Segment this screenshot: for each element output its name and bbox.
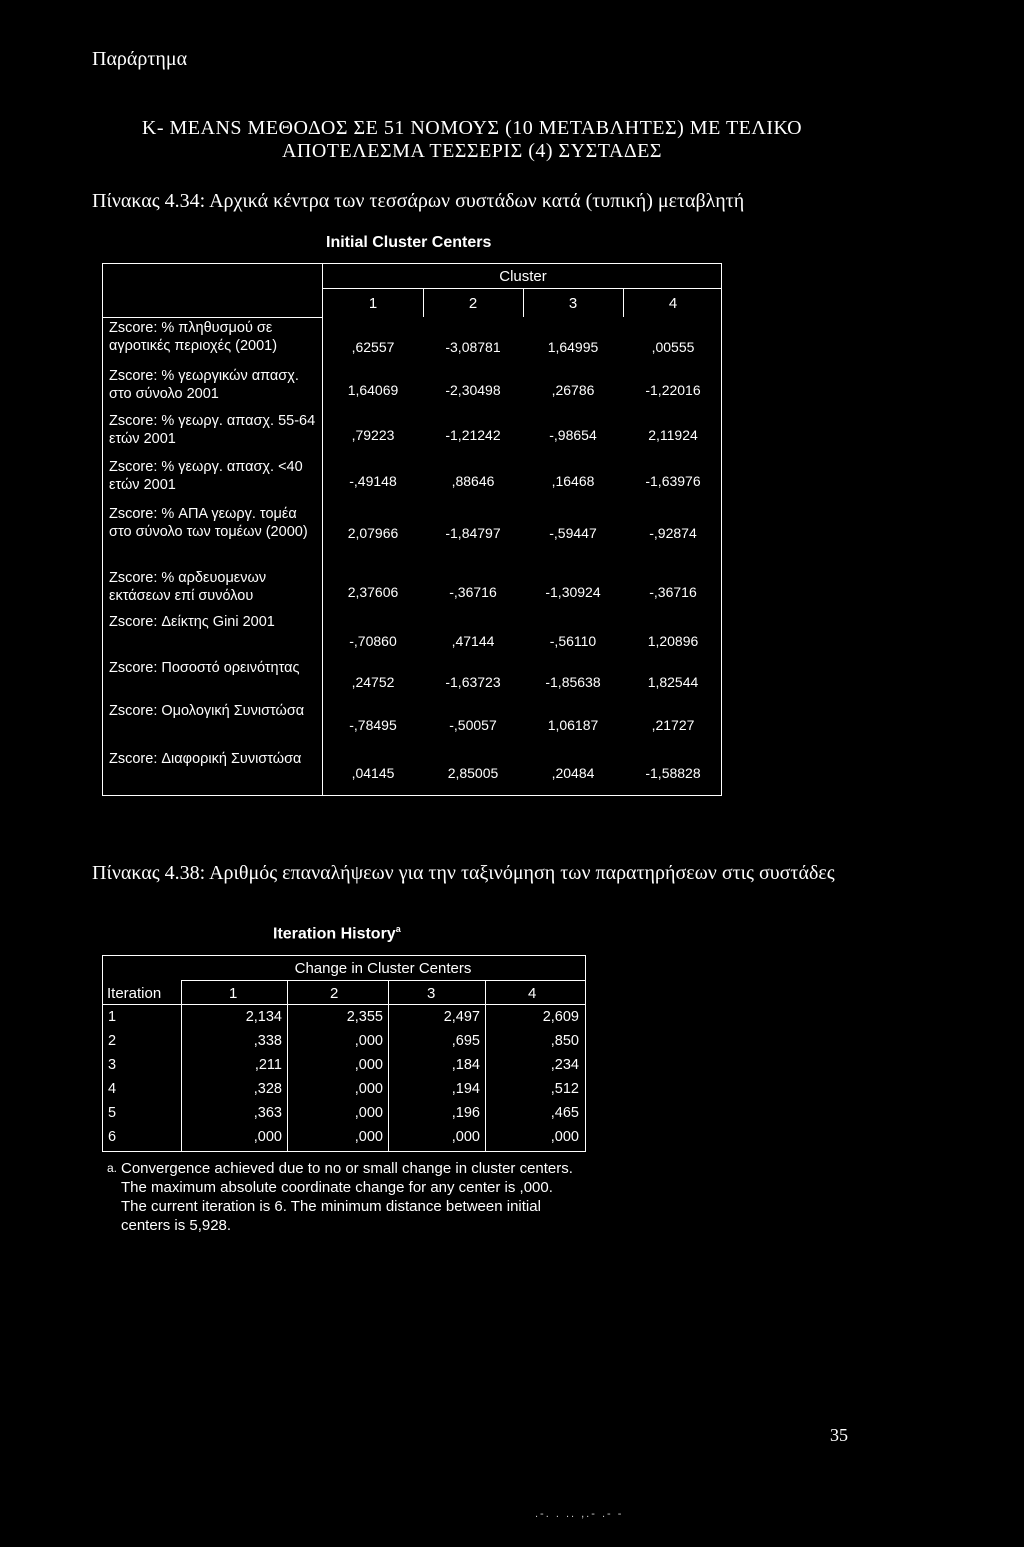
center-change-value: ,695 — [451, 1033, 480, 1049]
center-change-value: 2,355 — [346, 1009, 383, 1025]
cluster-header: Cluster — [499, 268, 547, 285]
row-label: Zscore: Διαφορική Συνιστώσα — [109, 751, 302, 767]
iteration-number: 6 — [108, 1129, 117, 1145]
center-change-value: ,000 — [253, 1129, 282, 1145]
iteration-number: 1 — [108, 1009, 117, 1025]
cluster-center-value: -3,08781 — [445, 339, 501, 355]
cluster-center-value: -1,30924 — [545, 584, 601, 600]
cluster-number-header: 2 — [468, 295, 478, 312]
cluster-center-value: 2,37606 — [347, 584, 399, 600]
cluster-center-value: 2,07966 — [347, 525, 399, 541]
cluster-center-value: -2,30498 — [445, 382, 501, 398]
cluster-center-value: 1,06187 — [547, 717, 599, 733]
row-label: Zscore: % γεωργ. απασχ. <40 ετών 2001 — [109, 459, 303, 493]
cluster-center-value: -,50057 — [449, 717, 497, 733]
cluster-number-header: 3 — [568, 295, 578, 312]
center-change-value: ,000 — [354, 1105, 383, 1121]
cluster-center-value: -1,22016 — [645, 382, 701, 398]
center-change-value: ,000 — [550, 1129, 579, 1145]
cluster-center-value: -,56110 — [549, 633, 597, 649]
center-change-value: ,000 — [354, 1081, 383, 1097]
row-label: Zscore: Ομολογική Συνιστώσα — [109, 703, 305, 719]
cluster-center-value: -,36716 — [449, 584, 497, 600]
center-change-value: ,196 — [451, 1105, 480, 1121]
initial-cluster-centers-table — [102, 263, 722, 796]
footnote — [107, 1159, 581, 1235]
row-label: Zscore: % γεωργικών απασχ. στο σύνολο 2001 — [109, 368, 299, 402]
iteration-number: 2 — [108, 1033, 117, 1049]
center-change-value: ,000 — [451, 1129, 480, 1145]
cluster-center-value: ,79223 — [351, 427, 395, 443]
cluster-center-value: 2,11924 — [648, 427, 698, 443]
cluster-center-value: 1,20896 — [647, 633, 699, 649]
iteration-number: 3 — [108, 1057, 117, 1073]
row-label: Zscore: % γεωργ. απασχ. 55-64 ετών 2001 — [109, 413, 316, 447]
cluster-center-value: ,88646 — [451, 473, 495, 489]
row-label: Zscore: % πληθυσμού σε αγροτικές περιοχές (2001) — [109, 320, 278, 354]
cluster-number-header: 4 — [668, 295, 678, 312]
center-change-value: ,328 — [253, 1081, 282, 1097]
cluster-center-value: ,24752 — [351, 674, 395, 690]
center-change-value: ,338 — [253, 1033, 282, 1049]
center-change-value: ,194 — [451, 1081, 480, 1097]
cluster-center-value: -,98654 — [549, 427, 597, 443]
cluster-center-value: ,04145 — [351, 765, 395, 781]
center-change-value: ,184 — [451, 1057, 480, 1073]
center-change-value: 2,497 — [443, 1009, 480, 1025]
center-change-value: 2,609 — [542, 1009, 579, 1025]
table1-title: Initial Cluster Centers — [326, 234, 492, 251]
iteration-number: 5 — [108, 1105, 117, 1121]
cluster-center-value: ,16468 — [551, 473, 595, 489]
cluster-center-value: ,21727 — [651, 717, 695, 733]
row-label: Zscore: % αρδευομενων εκτάσεων επί συνόλου — [109, 570, 267, 604]
change-in-cluster-centers-header: Change in Cluster Centers — [294, 960, 472, 977]
cluster-number-header: 1 — [229, 985, 238, 1002]
iteration-number: 4 — [108, 1081, 117, 1097]
cluster-number-header: 3 — [427, 985, 436, 1002]
table1-caption: Πίνακας 4.34: Αρχικά κέντρα των τεσσάρων συστάδων κατά (τυπική) μεταβλητή — [92, 190, 745, 212]
cluster-center-value: 2,85005 — [447, 765, 499, 781]
table2-caption: Πίνακας 4.38: Αριθμός επαναλήψεων για την ταξινόμηση των παρατηρήσεων στις συστάδες — [92, 862, 835, 884]
row-label: Zscore: Ποσοστό ορεινότητας — [109, 660, 300, 676]
cluster-center-value: ,62557 — [351, 339, 395, 355]
center-change-value: ,234 — [550, 1057, 579, 1073]
table2-title-text: Iteration History — [273, 925, 396, 943]
footnote-text: Convergence achieved due to no or small change in cluster centers. The maximum absolute coordinate change for any center is ,000. The current iteration is 6. The minimum distance between initial centers is 5,928. — [121, 1160, 573, 1234]
center-change-value: ,000 — [354, 1057, 383, 1073]
center-change-value: ,465 — [550, 1105, 579, 1121]
cluster-center-value: ,26786 — [551, 382, 595, 398]
scan-artifact: .-. . .. ,.- .- - — [535, 1508, 624, 1520]
row-label: Zscore: % ΑΠΑ γεωργ. τομέα στο σύνολο των τομέων (2000) — [109, 506, 308, 540]
cluster-center-value: ,20484 — [551, 765, 595, 781]
table2-title — [273, 924, 401, 943]
cluster-center-value: -,92874 — [649, 525, 697, 541]
iteration-header: Iteration — [107, 985, 162, 1002]
cluster-center-value: -,36716 — [649, 584, 697, 600]
cluster-number-header: 2 — [330, 985, 339, 1002]
section-header: Παράρτημα — [92, 48, 188, 70]
cluster-center-value: 1,64069 — [347, 382, 399, 398]
main-title: K- MEANS ΜΕΘΟΔΟΣ ΣΕ 51 ΝΟΜΟΥΣ (10 ΜΕΤΑΒΛΗΤΕΣ) ΜΕ ΤΕΛΙΚΟ ΑΠΟΤΕΛΕΣΜΑ ΤΕΣΣΕΡΙΣ (4) ΣΥΣΤΑΔΕΣ — [141, 117, 803, 162]
center-change-value: ,363 — [253, 1105, 282, 1121]
cluster-center-value: -1,63723 — [445, 674, 501, 690]
cluster-center-value: ,47144 — [451, 633, 495, 649]
cluster-number-header: 4 — [528, 985, 537, 1002]
center-change-value: ,512 — [550, 1081, 579, 1097]
center-change-value: ,850 — [550, 1033, 579, 1049]
center-change-value: ,000 — [354, 1033, 383, 1049]
cluster-center-value: -1,63976 — [645, 473, 701, 489]
iteration-history-table — [102, 955, 586, 1152]
center-change-value: ,211 — [254, 1057, 282, 1073]
cluster-center-value: -1,21242 — [445, 427, 501, 443]
table2-title-footnote-mark: a — [395, 924, 401, 934]
footnote-mark: a. — [107, 1161, 118, 1175]
cluster-center-value: -,70860 — [349, 633, 397, 649]
cluster-number-header: 1 — [368, 295, 378, 312]
cluster-center-value: -1,84797 — [445, 525, 501, 541]
cluster-center-value: 1,64995 — [547, 339, 599, 355]
center-change-value: ,000 — [354, 1129, 383, 1145]
cluster-center-value: -1,58828 — [645, 765, 701, 781]
center-change-value: 2,134 — [245, 1009, 282, 1025]
cluster-center-value: -,59447 — [549, 525, 597, 541]
cluster-center-value: -,49148 — [349, 473, 397, 489]
cluster-center-value: -1,85638 — [545, 674, 601, 690]
cluster-center-value: -,78495 — [349, 717, 397, 733]
cluster-center-value: ,00555 — [651, 339, 695, 355]
row-label: Zscore: Δείκτης Gini 2001 — [109, 614, 275, 630]
page-number: 35 — [830, 1425, 848, 1445]
cluster-center-value: 1,82544 — [647, 674, 699, 690]
